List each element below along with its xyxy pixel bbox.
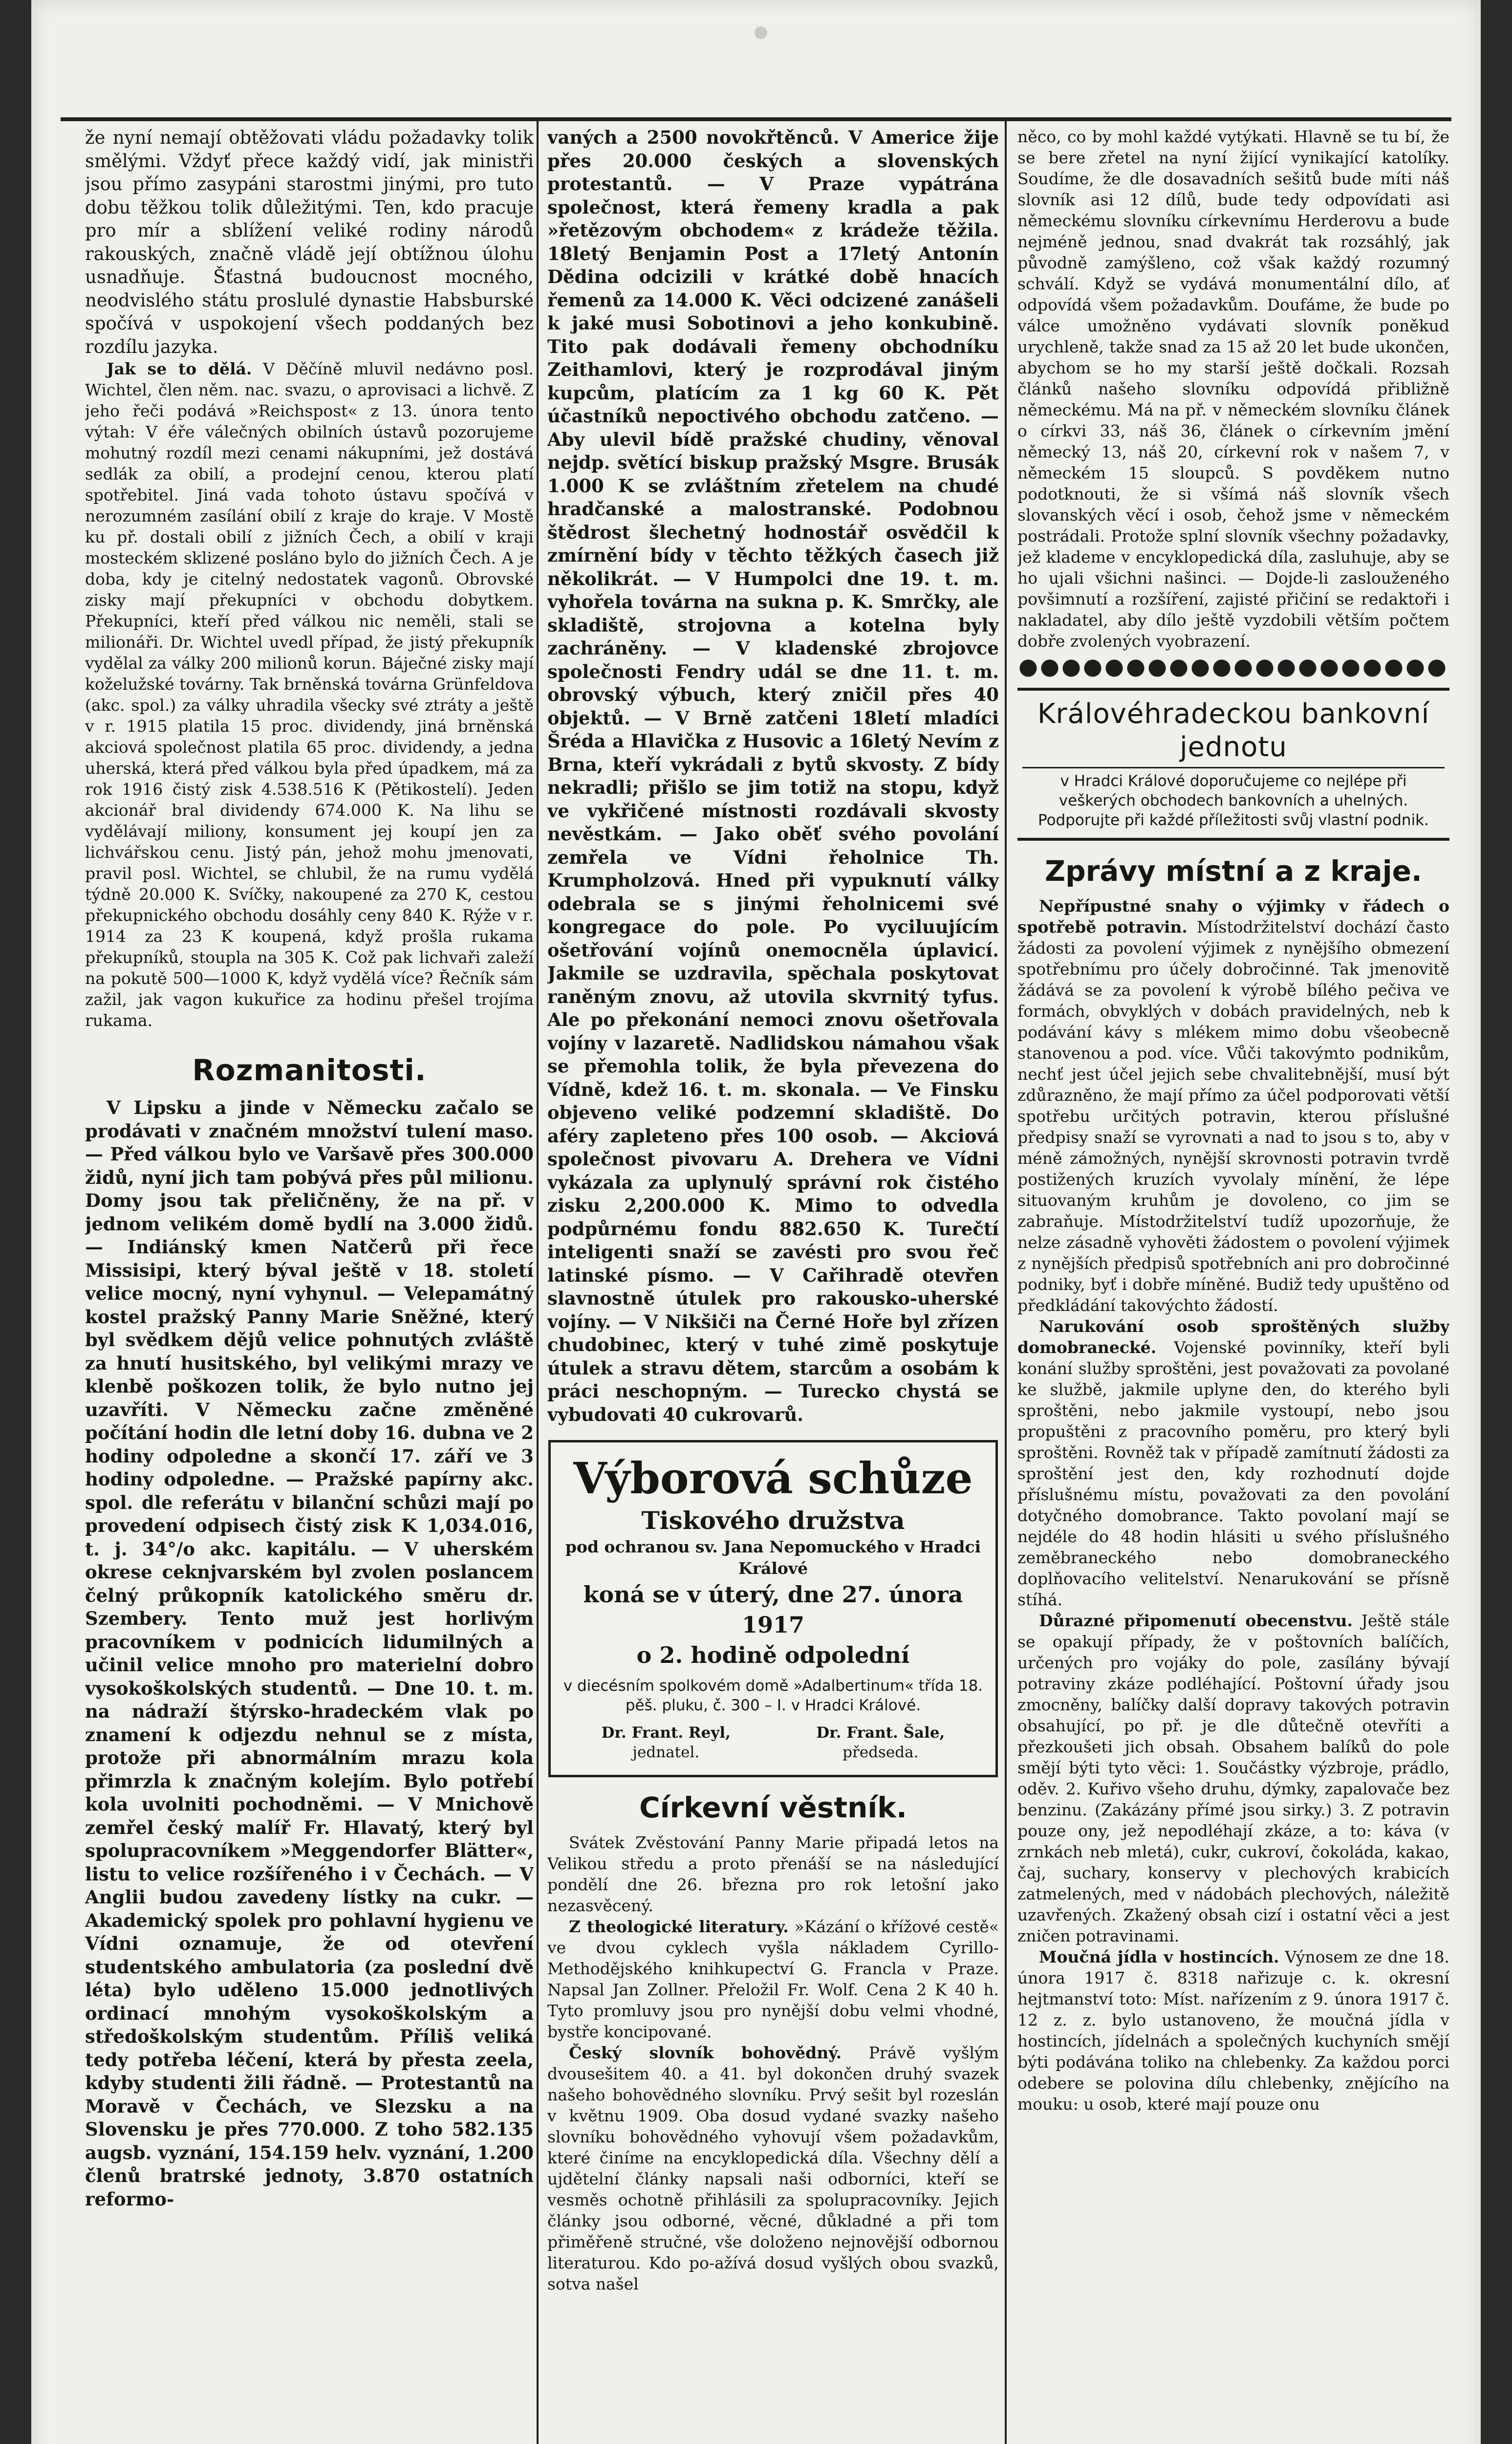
ad-title: Výborová schůze	[573, 1453, 973, 1504]
article-body: Právě vyšlým dvousešitem 40. a 41. byl dokončen druhý svazek našeho bohovědného slovníku. Prvý sešit byl rozeslán v květnu 1909. Oba dosud vydané svazky našeho slovníku bohovědného vyhovují všem požadavkům, které činíme na encyklopedická díla. Všechny dělí a ujdětelní články napsali naši odborníci, kteří se vesměs ochotně přihlásili za spolupracovníky. Jejich články jsou odborné, věcné, důkladné a při tom přiměřeně stručné, vše doloženo nejnovější odbornou literaturou. Kdo po-ažívá dosud vyšlých obou svazků, sotva našel	[547, 2043, 999, 2293]
column-1	[85, 126, 534, 2444]
ornament-divider	[1017, 657, 1449, 679]
ad-signatures	[559, 1723, 988, 1762]
section-heading-rozmanitosti: Rozmanitosti.	[192, 1053, 427, 1088]
article-narukovani	[1017, 1316, 1449, 1610]
column-divider-1	[537, 117, 539, 2444]
article-slovnik	[547, 2042, 999, 2294]
article-theologicka-literatura	[547, 1916, 999, 2042]
article-body: Místodržitelství dochází často žádosti za povolení výjimek z nynějšího obmezení spotřebnímu pro účely dobročinné. Tak jmenovitě žádává se za povolení k výrobě bílého pečiva ve formách, obvyklých v dobách pravidelných, neb k podávání kávy s mlékem mimo dobu všeobecně stanovenou a pod. více. Vůči takovýmto podnikům, nechť jest účel jejich sebe chvalitebnější, musí být zdůrazněno, že mají přímo za účel podporovati větší spotřebu určitých potravin, kterou příslušné předpisy snaží se vyrovnati a nad to jsou s to, aby v méně zámožných, nynější skrovnosti potravin tvrdě postižených kruzích vyvolaly mínění, že lépe situovaným kruhům je dovoleno, co jim se zabraňuje. Místodržitelství tudíž upozorňuje, že nelze zásadně vyhověti žádostem o povolení výjimek z nynějších předpisů spotřebních ani pro dobročinné podniky, byť i dobře míněné. Budiž tedy upuštěno od předkládání takovýchto žádostí.	[1017, 917, 1449, 1315]
scan-edge-right	[1481, 0, 1512, 2444]
column-2	[547, 126, 999, 2444]
ad-patron: pod ochranou sv. Jana Nepomuckého v Hradci Králové	[565, 1537, 981, 1578]
ad-signature-chairman	[816, 1723, 945, 1762]
article-continued: vaných a 2500 novokřtěnců. V Americe žije přes 20.000 českých a slovenských protestantů. — V Praze vypátrána společnost, která řemeny kradla a pak »řetězovým obchodem« z krádeže těžila. 18letý Benjamin Post a 17letý Antonín Dědina odcizili v krátké době hnacích řemenů za 14.000 K. Věci odcizené zanášeli k jaké musi Sobotinovi a jeho konkubině. Tito pak dodávali řemeny obchodníku Zeithamlovi, který je rozprodával jiným kupcům, platícím za 1 kg 60 K. Pět účastníků nepoctivého obchodu zatčeno. — Aby ulevil bídě pražské chudiny, věnoval nejdp. světící biskup pražský Msgre. Brusák 1.000 K se zvláštním zřetelem na chudé hradčanské a malostranské. Podobnou štědrost šlechetný hodnostář osvědčil k zmírnění bídy v těchto těžkých časech již několikrát. — V Humpolci dne 19. t. m. vyhořela továrna na sukna p. K. Smrčky, ale skladiště, strojovna a kotelna byly zachráněny. — V kladenské zbrojovce společnosti Fendry udál se dne 11. t. m. obrovský výbuch, který zničil přes 40 objektů. — V Brně zatčeni 18letí mladíci Šréda a Hlavička z Husovic a 16letý Nevím z Brna, kteří vykrádali z bytů skvosty. Z bídy nekradli; přišlo se jim totiž na stopu, když ve vykřičené místnosti rozdávali skvosty nevěstkám. — Jako oběť svého povolání zemřela ve Vídni řeholnice Th. Krumpholzová. Hned při vypuknutí války odebrala se s jinými řeholnicemi své kongregace do pole. Po vyciluujícím ošetřování vojínů onemocněla úplavicí. Jakmile se uzdravila, spěchala poskytovat raněným znovu, až utovila skvrnitý tyfus. Ale po překonání nemoci znovu ošetřovala vojíny v lazaretě. Nadlidskou námahou však se přemohla tolik, že byla převezena do Vídně, kdež 16. t. m. skonala. — Ve Finsku objeveno veliké podzemní skladiště. Do aféry zapleteno přes 100 osob. — Akciová společnost pivovaru A. Drehera ve Vídni vykázala za uplynulý správní rok čistého zisku 2,200.000 K. Mimo to odvedla podpůrnému fondu 882.650 K. Turečtí inteligenti snaží se zavésti pro svou řeč latinské písmo. — V Cařihradě otevřen slavnostně útulek pro rakousko-uherské vojíny. — V Nikšiči na Černé Hoře byl zřízen chudobinec, který v tuhé zimě poskytuje útulek a stravu dětem, starcům a osobám k práci neschopným. — Turecko chystá se vybudovati 40 cukrovarů.	[547, 127, 999, 1425]
article-body: V Děčíně mluvil nedávno posl. Wichtel, člen něm. nac. svazu, o aprovisaci a lichvě. Z jeho řeči podává »Reichspost« z 13. února tento výtah: V éře válečných obilních ústavů pozorujeme mohutný rozdíl mezi cenami nákupními, jež dostává sedlák za obilí, a prodejní cenou, kterou platí spotřebitel. Jiná vada tohoto ústavu spočívá v nerozumném zasílání obilí z kraje do kraje. V Mostě ku př. dostali obilí z jižních Čech, a obilí v kraji mosteckém sklizené posláno bylo do jižních Čech. A je doba, kdy je citelný nedostatek vagonů. Obrovské zisky mají překupníci v obchodu dobytkem. Překupníci, kteří před válkou nic neměli, stali se milionáři. Dr. Wichtel uvedl případ, že jistý překupník vydělal za války 200 milionů korun. Báječné zisky mají koželužské továrny. Tak brněnská továrna Grünfeldova (akc. spol.) za války uhradila všecky své ztráty a ještě v r. 1915 platila 15 proc. dividendy, jiná brněnská akciová společnost platila 65 proc. dividendy, a jedna uherská, která před válkou byla před úpadkem, má za rok 1916 čistý zisk 4.538.516 K (Pětikostelí). Jeden akcionář bral dividendy 674.000 K. Na lihu se vydělávají miliony, konsument jej koupí jen za lichvářskou cenu. Jistý pán, jehož mohu jmenovati, pravil posl. Wichtel, se chlubil, že na rumu vydělá týdně 20.000 K. Svíčky, nakoupené za 270 K, cestou překupnického obchodu dosáhly ceny 840 K. Rýže v r. 1914 za 23 K koupená, když prošla rukama překupníků, stoupla na 305 K. Což pak lichvaři zaleží na pokutě 500—1000 K, když vydělá více? Řečník sám zažil, jak vagon kukuřice za hodinu přešel trojíma rukama.	[85, 359, 534, 1030]
article-lead: Nepřípustné snahy o výjimky v řádech o spotřebě potravin.	[1017, 896, 1449, 937]
article-body: Výnosem ze dne 18. února 1917 č. 8318 nařizuje c. k. okresní hejtmanství toto: Míst. nařízením z 9. února 1917 č. 12 z. z. bylo ustanoveno, že moučná jídla v hostincích, jídelnách a společných kuchyních smějí býti podávána toliko na chlebenky. Za každou porci odebere se polovina dílu chlebenky, znějícího na mouku: u osob, které mají pouze onu	[1017, 1947, 1449, 2114]
article-vyjimky	[1017, 895, 1449, 1316]
article-moucna-jidla	[1017, 1946, 1449, 2115]
article-jak-se-to-dela	[85, 358, 534, 1031]
article-rozmanitosti: V Lipsku a jinde v Německu začalo se prodávati v značném množství tulení maso. — Před válkou bylo ve Varšavě přes 300.000 židů, nyní jich tam pobývá přes půl milionu. Domy jsou tak přeličněny, že na př. v jednom velikém domě bydlí na 3.000 židů. — Indiánský kmen Natčerů při řece Missisipi, který býval ještě v 18. století velice mocný, nyní vyhynul. — Velepamátný kostel pražský Panny Marie Sněžné, který byl svědkem dějů velice pohnutých zvláště za hnutí husitského, byl velikými mrazy ve klenbě poškozen tolik, že bylo nutno jej uzavříti. V Německu začne změněné počítání hodin dle letní doby 16. dubna ve 2 hodiny odpoledne a skončí 17. září ve 3 hodiny odpoledne. — Pražské papírny akc. spol. dle referátu v bilanční schůzi mají po provedení odpisech čistý zisk K 1,034.016, t. j. 34°/o akc. kapitálu. — V uherském okrese ceknjvarském byl zvolen poslancem čelný průkopník katolického směru dr. Szembery. Tento muž jest horlivým pracovníkem v podnicích lidumilných a učinil velice mnoho pro materielní dobro vysokoškolských studentů. — Dne 10. t. m. na nádraží štýrsko-hradeckém vlak po znamení k odjezdu nehnul se z místa, protože při abnormálním mrazu kola přimrzla k značným kolejím. Bylo potřebí kola uvolniti pochodněmi. — V Mnichově zemřel český malíř Fr. Hlavatý, který byl spolupracovníkem »Meggendorfer Blätter«, listu to velice rozšířeného i v Čechách. — V Anglii budou zavedeny lístky na cukr. — Akademický spolek pro pohlavní hygienu ve Vídni oznamuje, že od otevření studentského ambulatoria (za poslední dvě léta) bylo uděleno 15.000 jednotlivých ordinací mnohým vysokoškolským a středoškolským studentům. Příliš veliká tedy potřeba léčení, která by přesta zeela, kdyby studenti žili řádně. — Protestantů na Moravě v Čechách, ve Slezsku a na Slovensku je přes 770.000. Z toho 582.135 augsb. vyznání, 154.159 helv. vyznání, 1.200 členů bratrské jednoty, 3.870 ostatních reformo-	[85, 1097, 534, 2210]
signature-name: Dr. Frant. Reyl,	[601, 1724, 731, 1742]
article-lead: Důrazné připomenutí obecenstvu.	[1039, 1611, 1353, 1630]
ad-place: v diecésním spolkovém domě »Adalbertinum« třída 18. pěš. pluku, č. 300 – I. v Hradci Králové.	[563, 1677, 983, 1714]
header-rule	[61, 117, 1451, 121]
signature-name: Dr. Frant. Šale,	[816, 1724, 945, 1742]
article-body: »Kázání o křížové cestě« ve dvou cyklech vyšla nákladem Cyrillo-Methodějského knihkupectví G. Francla v Praze. Napsal Jan Zollner. Přeložil Fr. Wolf. Cena 2 K 40 h. Tyto promluvy jsou pro nynější dobu velmi vhodné, bystře koncipované.	[547, 1917, 999, 2041]
scan-edge-left	[0, 0, 31, 2444]
section-heading-zpravy: Zprávy místní a z kraje.	[1045, 854, 1422, 888]
article-slovnik-continued: něco, co by mohl každé vytýkati. Hlavně se tu bí, že se bere zřetel na nyní žijící vynikající katolíky. Soudíme, že dle dosavadních sešitů bude míti náš slovník asi 12 dílů, bude tedy odpovídati asi německému slovníku církevnímu Herderovu a bude nejméně jednou, snad dvakrát tak rozsáhlý, jak původně zamýšleno, což však každý rozumný schválí. Když se vydává monumentální dílo, ať odpovídá všem požadavkům. Doufáme, že bude po válce umožněno vydávati slovník poněkud urychleně, takže snad za 15 až 20 let bude ukončen, abychom se ho my starší ještě dočkali. Rozsah článků našeho slovníku odpovídá přibližně německému. Má na př. v německém slovníku článek o církvi 33, náš 36, článek o církevním jmění německý 13, náš 20, církevní rok v našem 7, v německém 15 sloupců. S povděkem nutno podotknouti, že si všímá náš slovník všech slovanských věcí i osob, čehož jsme v německém postrádali. Protože splní slovník všechny požadavky, jež klademe v encyklopedická díla, zasluhuje, aby se ho ujali všichni našinci. — Dojde-li zaslouženého povšimnutí a rozšíření, zajisté přičiní se redaktoři i nakladatel, aby dílo ještě vyzdobili větším počtem dobře zvolených vyobrazení.	[1017, 127, 1449, 651]
meeting-advertisement	[548, 1440, 998, 1777]
article-lead: Český slovník bohovědný.	[569, 2043, 842, 2062]
ad-time: o 2. hodině odpolední	[636, 1642, 910, 1668]
signature-role: jednatel.	[632, 1744, 700, 1761]
column-divider-2	[1005, 117, 1007, 2444]
newspaper-page	[31, 0, 1481, 2444]
ad-organization: Tiskového družstva	[641, 1506, 905, 1535]
bank-text: v Hradci Králové doporučujeme co nejlépe při veškerých obchodech bankovních a uhelných. Podporujte při každé příležitosti svůj vlastní podnik.	[1037, 772, 1429, 829]
article-lead: Z theologické literatury.	[569, 1917, 789, 1936]
bank-title: Královéhradeckou bankovní jednotu	[1022, 698, 1445, 768]
article-lead: Narukování osob sproštěných služby domobranecké.	[1017, 1317, 1449, 1357]
article-svatek: Svátek Zvěstování Panny Marie připadá letos na Velikou středu a proto přenáší se na následující pondělí dne 26. března pro rok letošní jako nezasvěcený.	[547, 1833, 999, 1915]
ad-signature-secretary	[602, 1723, 731, 1762]
article-lead: Moučná jídla v hostincích.	[1039, 1947, 1279, 1966]
article-text: že nyní nemají obtěžovati vládu požadavky tolik smělými. Vždyť přece každý vidí, jak ministři jsou přímo zasypáni starostmi jinými, pro tuto dobu těžkou tolik důležitými. Ten, kdo pracuje pro mír a sblížení veliké rodiny národů rakouských, značně vládě její obtížnou úlohu usnadňuje. Šťastná budoucnost mocného, neodvislého státu proslulé dynastie Habsburské spočívá v uspokojení všech poddaných bez rozdílu jazyka.	[85, 127, 534, 357]
ad-date: koná se v úterý, dne 27. února 1917	[583, 1581, 963, 1638]
bank-advertisement	[1017, 688, 1449, 841]
signature-role: předseda.	[842, 1744, 919, 1761]
binding-dot	[755, 26, 767, 39]
article-body: Ještě stále se opakují případy, že v poštovních balíčích, určených pro vojáky do pole, zasílány bývají potraviny zkáze podléhající. Poštovní úřady jsou zmocněny, balíčky další dopravy takových potravin obsahující, po př. je dle důtečně otevříti a přezkoušeti jich obsah. Obsahem balíků do pole smějí býti tyto věci: 1. Součástky výzbroje, prádlo, oděv. 2. Kuřivo všeho druhu, dýmky, zapalovače bez benzinu. (Zakázány přímé jsou sirky.) 3. Z potravin pouze ony, jež nepodléhají zkáze, a to: káva (v zrnkách neb mletá), cukr, cukroví, čokoláda, kakao, čaj, suchary, konservy v plechových krabicích zatmelených, med v nádobách plechových, náležitě uzavřených. Zkažený obsah cizí i ostatní věci a jest zničen potravinami.	[1017, 1611, 1449, 1945]
section-heading-cirkevni-vestnik: Církevní věstník.	[639, 1791, 907, 1824]
article-pripomenuti	[1017, 1610, 1449, 1946]
column-3	[1017, 126, 1449, 2444]
article-body: Vojenské povinníky, kteří byli konání služby sproštěni, jest považovati za povolané ke službě, jakmile uplyne den, do kterého byli sproštěni, nebo jakmile vystoupí, nebo jsou propuštěni z pracovního poměru, pro který byli sproštěni. Rovněž tak v případě zamítnutí žádosti za sproštění jest den, kdy rozhodnutí dojde příslušnému místu, považovati za den povolání dotyčného domobrance. Takto povolaní mají se nejdéle do 48 hodin hlásiti u svého příslušného zeměbraneckého nebo domobraneckého doplňovacího velitelství. Nenarukování se přísně stíhá.	[1017, 1338, 1449, 1609]
article-lead: Jak se to dělá.	[107, 359, 252, 378]
